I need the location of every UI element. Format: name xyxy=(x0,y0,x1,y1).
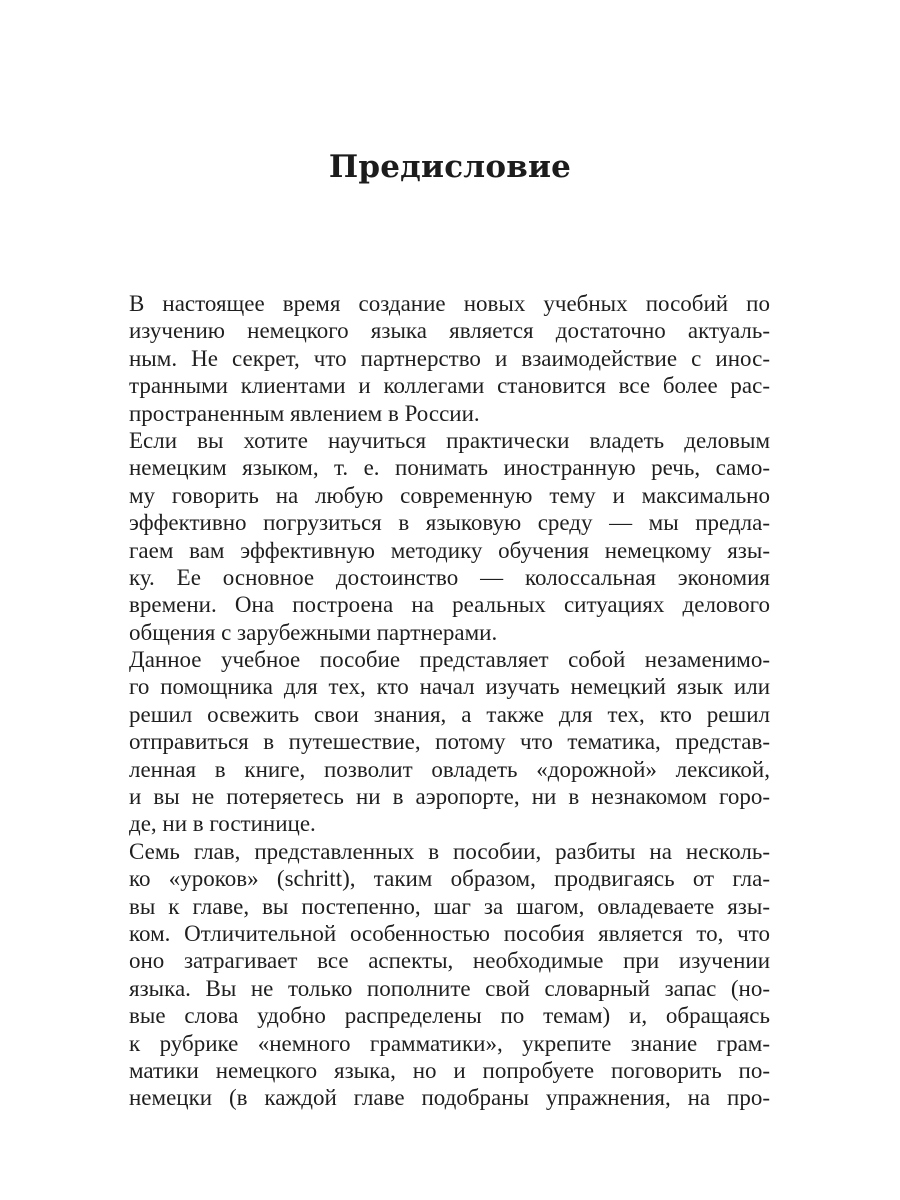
text-line: ным. Не секрет, что партнерство и взаимодействие с инос- xyxy=(129,345,770,371)
text-line: немецки (в каждой главе подобраны упражнения, на про- xyxy=(129,1085,770,1111)
text-line: Семь глав, представленных в пособии, разбиты на несколь- xyxy=(129,838,770,864)
text-line: ком. Отличительной особенностью пособия является то, что xyxy=(129,920,770,946)
text-line: немецким языком, т. е. понимать иностранную речь, само- xyxy=(129,455,770,481)
text-line: оно затрагивает все аспекты, необходимые при изучении xyxy=(129,948,770,974)
text-line: времени. Она построена на реальных ситуациях делового xyxy=(129,592,770,618)
text-line: и вы не потеряетесь ни в аэропорте, ни в незнакомом горо- xyxy=(129,784,770,810)
text-line: В настоящее время создание новых учебных пособий по xyxy=(129,291,770,316)
text-line: эффективно погрузиться в языковую среду — мы предла- xyxy=(129,510,770,536)
text-line: решил освежить свои знания, а также для тех, кто решил xyxy=(129,701,770,727)
text-line: вы к главе, вы постепенно, шаг за шагом, овладеваете язы- xyxy=(129,893,770,919)
text-line: пространенным явлением в России. xyxy=(129,400,480,426)
text-line: изучению немецкого языка является достаточно актуаль- xyxy=(129,318,770,344)
text-line: Данное учебное пособие представляет собой незаменимо- xyxy=(129,647,770,673)
text-line: отправиться в путешествие, потому что тематика, представ- xyxy=(129,729,770,755)
text-line: го помощника для тех, кто начал изучать немецкий язык или xyxy=(129,674,770,700)
text-line: ку. Ее основное достоинство — колоссальная экономия xyxy=(129,564,770,590)
text-line: ко «уроков» (schritt), таким образом, продвигаясь от гла- xyxy=(129,866,770,892)
text-line: матики немецкого языка, но и попробуете поговорить по- xyxy=(129,1057,770,1083)
text-line: общения с зарубежными партнерами. xyxy=(129,619,498,645)
text-line: к рубрике «немного грамматики», укрепите знание грам- xyxy=(129,1030,770,1056)
text-line: му говорить на любую современную тему и максимально xyxy=(129,482,770,508)
text-line: ленная в книге, позволит овладеть «дорожной» лексикой, xyxy=(129,756,770,782)
text-line: языка. Вы не только пополните свой словарный запас (но- xyxy=(129,975,770,1001)
text-line: гаем вам эффективную методику обучения немецкому язы- xyxy=(129,537,770,563)
text-line: транными клиентами и коллегами становится все более рас- xyxy=(129,373,770,399)
text-line: де, ни в гостинице. xyxy=(129,811,316,837)
body-text xyxy=(129,290,770,1112)
text-line: вые слова удобно распределены по темам) и, обращаясь xyxy=(129,1003,770,1029)
text-line: Если вы хотите научиться практически владеть деловым xyxy=(129,427,770,453)
page-title: Предисловие xyxy=(328,149,572,185)
